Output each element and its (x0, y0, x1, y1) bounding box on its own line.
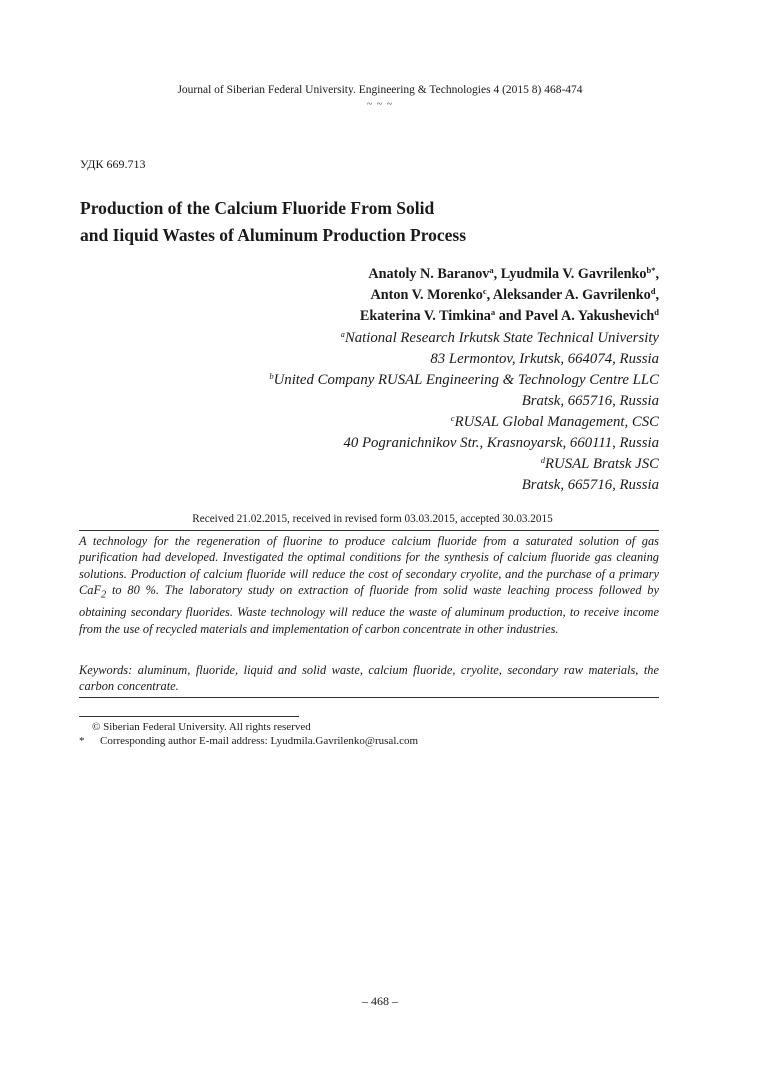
author-separator: , (655, 266, 659, 282)
abstract-top-rule (79, 530, 659, 531)
author-name: Anton V. Morenko (370, 287, 483, 303)
author-list (360, 264, 659, 327)
author-affiliation-mark: c (482, 286, 487, 296)
affiliation-mark: d (540, 455, 545, 465)
author-affiliation-mark: b* (646, 265, 656, 275)
title-line-1: Production of the Calcium Fluoride From Solid (80, 198, 435, 218)
page-number: – 468 – (362, 994, 398, 1008)
author-line (360, 264, 659, 285)
affiliation-address: Bratsk, 665716, Russia (521, 393, 659, 409)
abstract-text: A technology for the regeneration of fluorine to produce calcium fluoride from a saturated solution of gas purification had developed. Investigated the optimal conditions for the synthesis of calcium fluoride gas cleaning solutions. Production of calcium fluoride will reduce the cost of secondary cryolite, and the purchase of a primary CaF (79, 534, 659, 598)
author-separator: , (493, 266, 498, 282)
author-separator: , (655, 287, 659, 303)
author-affiliation-mark: a (490, 307, 496, 317)
author-name: Anatoly N. Baranov (368, 266, 490, 282)
affiliation-name-text: United Company RUSAL Engineering & Technology Centre LLC (273, 372, 659, 388)
abstract-subscript: 2 (101, 589, 107, 601)
affiliation-name (269, 412, 659, 433)
corresponding-author-text: Corresponding author E-mail address: Lyudmila.Gavrilenko@rusal.com (100, 735, 419, 747)
footnote-star: * (79, 735, 85, 747)
author-name: Ekaterina V. Timkina (359, 308, 491, 324)
copyright-footnote: © Siberian Federal University. All rights reserved (92, 721, 311, 733)
affiliation-mark: b (269, 371, 274, 381)
affiliation-address: 83 Lermontov, Irkutsk, 664074, Russia (430, 351, 659, 367)
author-name: Lyudmila V. Gavrilenko (500, 266, 647, 282)
author-name: Pavel A. Yakushevich (525, 308, 655, 324)
udk-code: УДК 669.713 (80, 157, 146, 171)
affiliation-mark: c (450, 413, 455, 423)
affiliation-address: Bratsk, 665716, Russia (521, 477, 659, 493)
author-affiliation-mark: d (650, 286, 656, 296)
affiliation-address: 40 Pogranichnikov Str., Krasnoyarsk, 660111, Russia (343, 435, 659, 451)
affiliation-name (269, 454, 659, 475)
received-dates: Received 21.02.2015, received in revised form 03.03.2015, accepted 30.03.2015 (192, 513, 553, 525)
abstract-text-continued: to 80 %. The laboratory study on extraction of fluoride from solid waste leaching process followed by obtaining secondary fluorides. Waste technology will reduce the waste of aluminum production, to receive income from the use of recycled materials and implementation of carbon concentrate in other industries. (79, 583, 659, 636)
author-separator: and (495, 308, 522, 324)
journal-header: Journal of Siberian Federal University. Engineering & Technologies 4 (2015 8) 468-474 (177, 84, 583, 96)
affiliation-name (269, 370, 659, 391)
author-name: Aleksander A. Gavrilenko (492, 287, 651, 303)
footnote-rule (79, 716, 299, 717)
abstract (79, 533, 659, 637)
abstract-bottom-rule (79, 697, 659, 698)
title-line-2: and Iiquid Wastes of Aluminum Production Process (80, 225, 467, 245)
corresponding-author-footnote (79, 735, 418, 747)
author-line (360, 306, 659, 327)
affiliation-name-text: RUSAL Bratsk JSC (545, 456, 659, 472)
affiliation-mark: a (340, 329, 345, 339)
keywords: Keywords: aluminum, fluoride, liquid and solid waste, calcium fluoride, cryolite, secondary raw materials, the carbon concentrate. (79, 663, 659, 694)
affiliation-list (269, 328, 659, 496)
author-affiliation-mark: a (489, 265, 494, 275)
author-affiliation-mark: d (654, 307, 659, 317)
author-separator: , (486, 287, 491, 303)
author-line (360, 285, 659, 306)
affiliation-name (269, 328, 659, 349)
header-ornament: ~ ~ ~ (366, 99, 394, 110)
affiliation-name-text: National Research Irkutsk State Technical University (344, 330, 659, 346)
affiliation-name-text: RUSAL Global Management, CSC (454, 414, 659, 430)
article-title (80, 195, 680, 249)
